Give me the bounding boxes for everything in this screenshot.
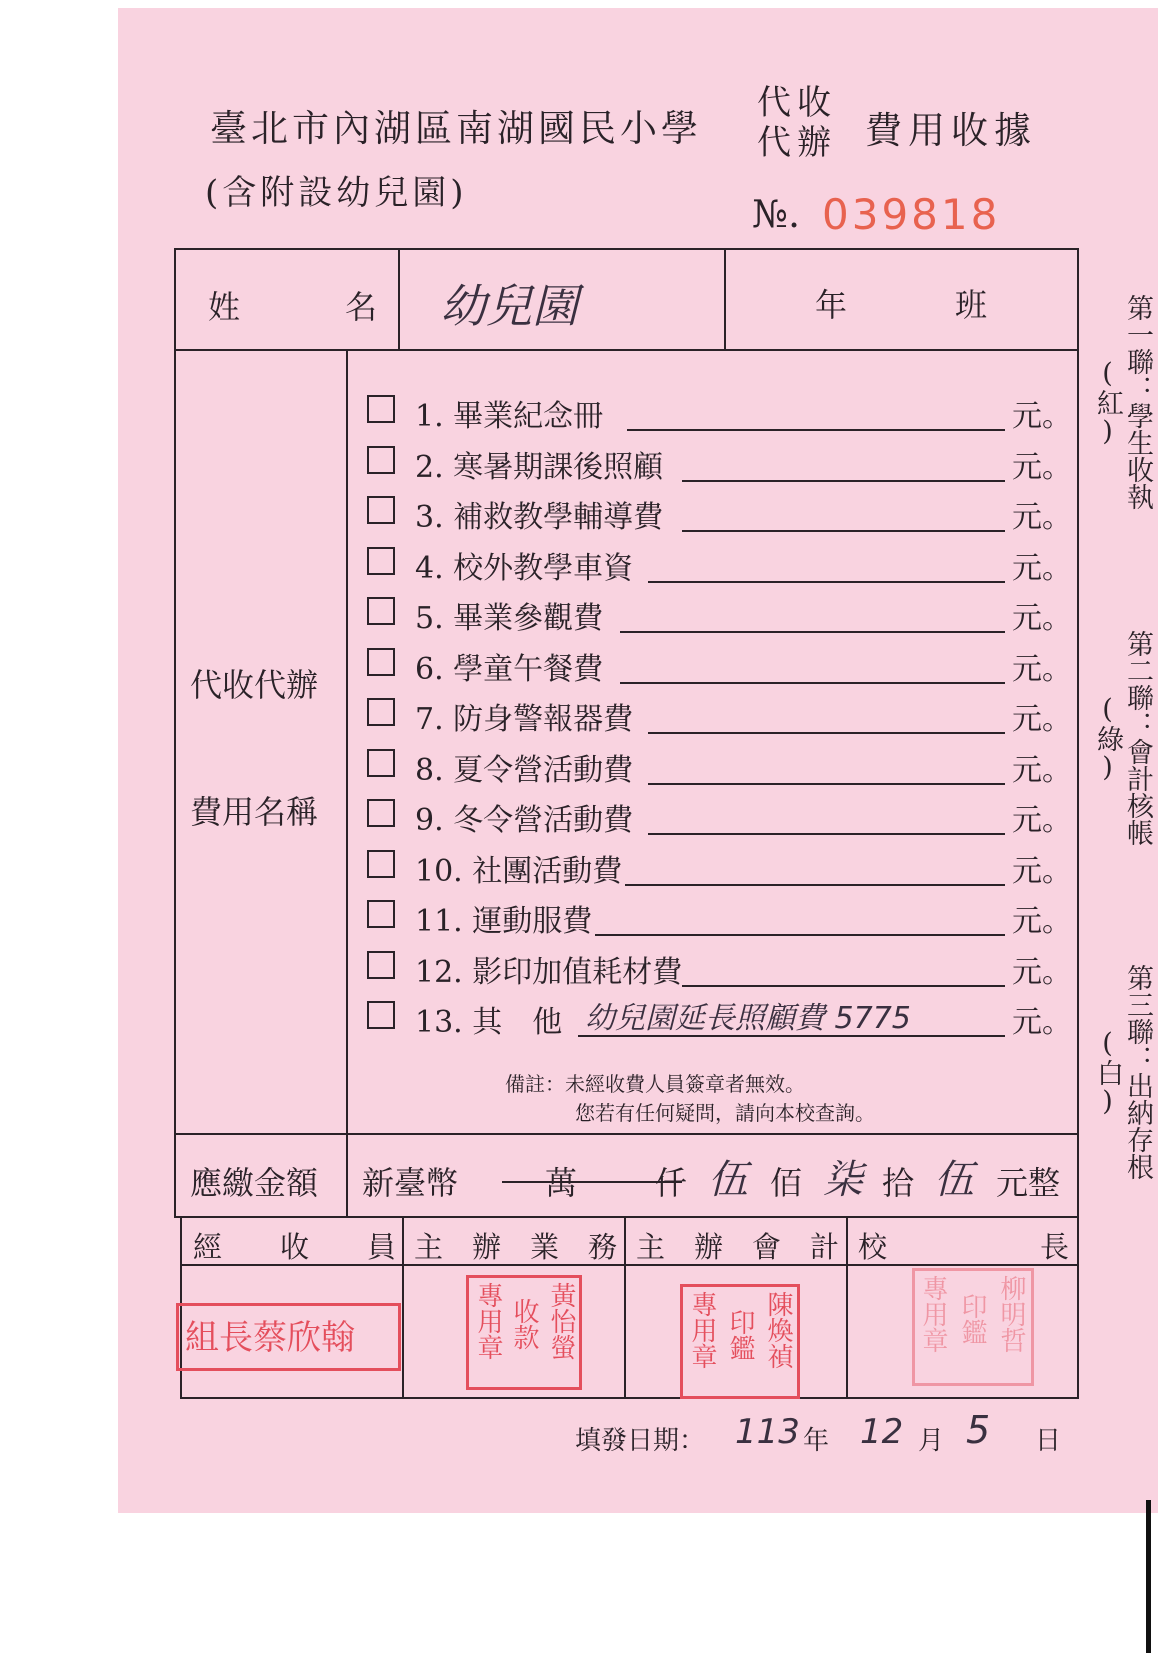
item-checkbox[interactable] [367, 597, 395, 625]
manager-stamp-left: 專用章 [473, 1282, 503, 1360]
item-checkbox[interactable] [367, 951, 395, 979]
sign-divider-1 [402, 1216, 404, 1397]
amount-label: 應繳金額 [190, 1164, 319, 1202]
fees-label-line2: 費用名稱 [190, 793, 319, 831]
fees-divider [346, 349, 348, 1216]
title-stack-top: 代收 [757, 83, 837, 123]
class-divider [724, 248, 726, 349]
item-checkbox[interactable] [367, 850, 395, 878]
note-line2: 您若有任何疑問，請向本校查詢。 [575, 1101, 875, 1125]
amount-qian: 仟 [655, 1164, 688, 1202]
item-checkbox[interactable] [367, 900, 395, 928]
copy-label-1 [1092, 252, 1153, 552]
item-unit: 元。 [1012, 551, 1072, 586]
manager-stamp-mid: 收款 [509, 1298, 539, 1350]
sign-divider-3 [846, 1216, 848, 1397]
item-label: 1. 畢業紀念冊 [415, 399, 604, 434]
item-unit: 元。 [1012, 702, 1072, 737]
copy-label-3 [1092, 922, 1153, 1222]
item-amount-line [682, 985, 1005, 987]
item-unit: 元。 [1012, 854, 1072, 889]
table-left-border [174, 248, 176, 1216]
item-checkbox[interactable] [367, 799, 395, 827]
amount-digit-shi: 伍 [934, 1157, 974, 1203]
item-unit: 元。 [1012, 450, 1072, 485]
table-right-border [1077, 248, 1079, 1397]
receipt-no-value: 039818 [822, 190, 1001, 239]
table-top-border [174, 248, 1079, 250]
name-value: 幼兒園 [440, 279, 578, 333]
sign-cashier-label: 經 收 員 [193, 1230, 397, 1264]
item-amount-line [625, 884, 1005, 886]
amount-bottom-border [174, 1216, 1079, 1218]
name-label-b: 名 [345, 288, 378, 326]
sign-principal-label-a: 校 [858, 1230, 888, 1264]
item-checkbox[interactable] [367, 1001, 395, 1029]
receipt-no-label: №. [752, 192, 801, 236]
item-label: 7. 防身警報器費 [415, 702, 634, 737]
date-month-unit: 月 [918, 1426, 945, 1456]
item-amount-line [595, 934, 1005, 936]
item-amount-line [620, 631, 1005, 633]
date-year: 113 [735, 1412, 800, 1452]
principal-stamp [912, 1268, 1034, 1386]
name-label-a: 姓 [208, 288, 241, 326]
amount-digit-bai: 柒 [823, 1157, 863, 1203]
item-amount-line [648, 783, 1005, 785]
name-divider [398, 248, 400, 349]
amount-end: 元整 [996, 1164, 1061, 1202]
item-checkbox[interactable] [367, 496, 395, 524]
cashier-stamp-text: 組長蔡欣翰 [185, 1318, 355, 1358]
manager-stamp [466, 1275, 582, 1390]
date-day: 5 [966, 1408, 991, 1452]
item-checkbox[interactable] [367, 648, 395, 676]
amount-shi: 拾 [882, 1164, 915, 1202]
item-label: 3. 補救教學輔導費 [415, 500, 664, 535]
item-amount-line [620, 682, 1005, 684]
item-checkbox[interactable] [367, 395, 395, 423]
item-unit: 元。 [1012, 500, 1072, 535]
item-label: 9. 冬令營活動費 [415, 803, 634, 838]
title-sub: (含附設幼兒園) [205, 173, 468, 213]
item-amount-line [648, 732, 1005, 734]
item-amount-line [682, 480, 1005, 482]
school-title: 臺北市內湖區南湖國民小學 [210, 107, 702, 150]
sign-manager-label: 主 辦 業 務 [414, 1230, 618, 1264]
sign-principal-label-b: 長 [1040, 1230, 1070, 1264]
item-label: 13. 其 他 [415, 1005, 563, 1040]
copy-label-1-text: 第一聯：學生收執(紅) [1092, 294, 1153, 510]
item-amount-line [627, 429, 1005, 431]
item-unit: 元。 [1012, 601, 1072, 636]
item-checkbox[interactable] [367, 698, 395, 726]
item-unit: 元。 [1012, 955, 1072, 990]
date-month: 12 [860, 1412, 904, 1452]
amount-bai: 佰 [770, 1164, 803, 1202]
item-unit: 元。 [1012, 399, 1072, 434]
item-label: 5. 畢業參觀費 [415, 601, 604, 636]
class-label-a: 年 [815, 286, 848, 324]
item-label: 8. 夏令營活動費 [415, 753, 634, 788]
scan-edge [1146, 1500, 1151, 1653]
item-handwritten-entry: 幼兒園延長照顧費 5775 [585, 1001, 911, 1036]
principal-stamp-mid: 印鑑 [957, 1293, 987, 1345]
item-amount-line [682, 530, 1005, 532]
note-line1: 備註：未經收費人員簽章者無效。 [505, 1072, 805, 1096]
item-checkbox[interactable] [367, 547, 395, 575]
item-label: 12. 影印加值耗材費 [415, 955, 683, 990]
item-label: 2. 寒暑期課後照顧 [415, 450, 664, 485]
manager-stamp-right: 黃怡螢 [546, 1282, 576, 1360]
item-checkbox[interactable] [367, 749, 395, 777]
date-label: 填發日期： [575, 1426, 706, 1456]
fees-label-line1: 代收代辦 [190, 666, 319, 704]
item-unit: 元。 [1012, 753, 1072, 788]
accountant-stamp-right: 陳煥禎 [763, 1291, 793, 1369]
date-day-unit: 日 [1035, 1426, 1062, 1456]
principal-stamp-left: 專用章 [918, 1275, 948, 1353]
item-checkbox[interactable] [367, 446, 395, 474]
sign-accountant-label: 主 辦 會 計 [636, 1230, 840, 1264]
amount-wan: 萬 [545, 1164, 578, 1202]
amount-currency: 新臺幣 [362, 1164, 459, 1202]
item-amount-line [648, 581, 1005, 583]
class-label-b: 班 [955, 286, 988, 324]
item-label: 10. 社團活動費 [415, 854, 623, 889]
item-unit: 元。 [1012, 652, 1072, 687]
cashier-stamp [176, 1303, 401, 1371]
date-year-unit: 年 [803, 1426, 830, 1456]
title-stack-bottom: 代辦 [757, 123, 837, 163]
copy-label-2 [1092, 588, 1153, 888]
title-suffix: 費用收據 [865, 109, 1037, 152]
accountant-stamp [680, 1284, 800, 1399]
item-label: 4. 校外教學車資 [415, 551, 634, 586]
fees-bottom-border [174, 1133, 1079, 1135]
accountant-stamp-mid: 印鑑 [725, 1309, 755, 1361]
sign-divider-2 [624, 1216, 626, 1397]
item-label: 11. 運動服費 [415, 904, 593, 939]
header-row-border [174, 349, 1079, 351]
principal-stamp-right: 柳明哲 [996, 1275, 1026, 1353]
item-unit: 元。 [1012, 1005, 1072, 1040]
amount-digit-qian: 伍 [708, 1157, 748, 1203]
item-unit: 元。 [1012, 904, 1072, 939]
copy-label-3-text: 第三聯：出納存根(白) [1092, 964, 1153, 1180]
item-label: 6. 學童午餐費 [415, 652, 604, 687]
accountant-stamp-left: 專用章 [687, 1291, 717, 1369]
copy-label-2-text: 第二聯：會計核帳(綠) [1092, 630, 1153, 846]
sign-bottom-border [180, 1397, 1079, 1399]
item-amount-line [648, 833, 1005, 835]
item-unit: 元。 [1012, 803, 1072, 838]
